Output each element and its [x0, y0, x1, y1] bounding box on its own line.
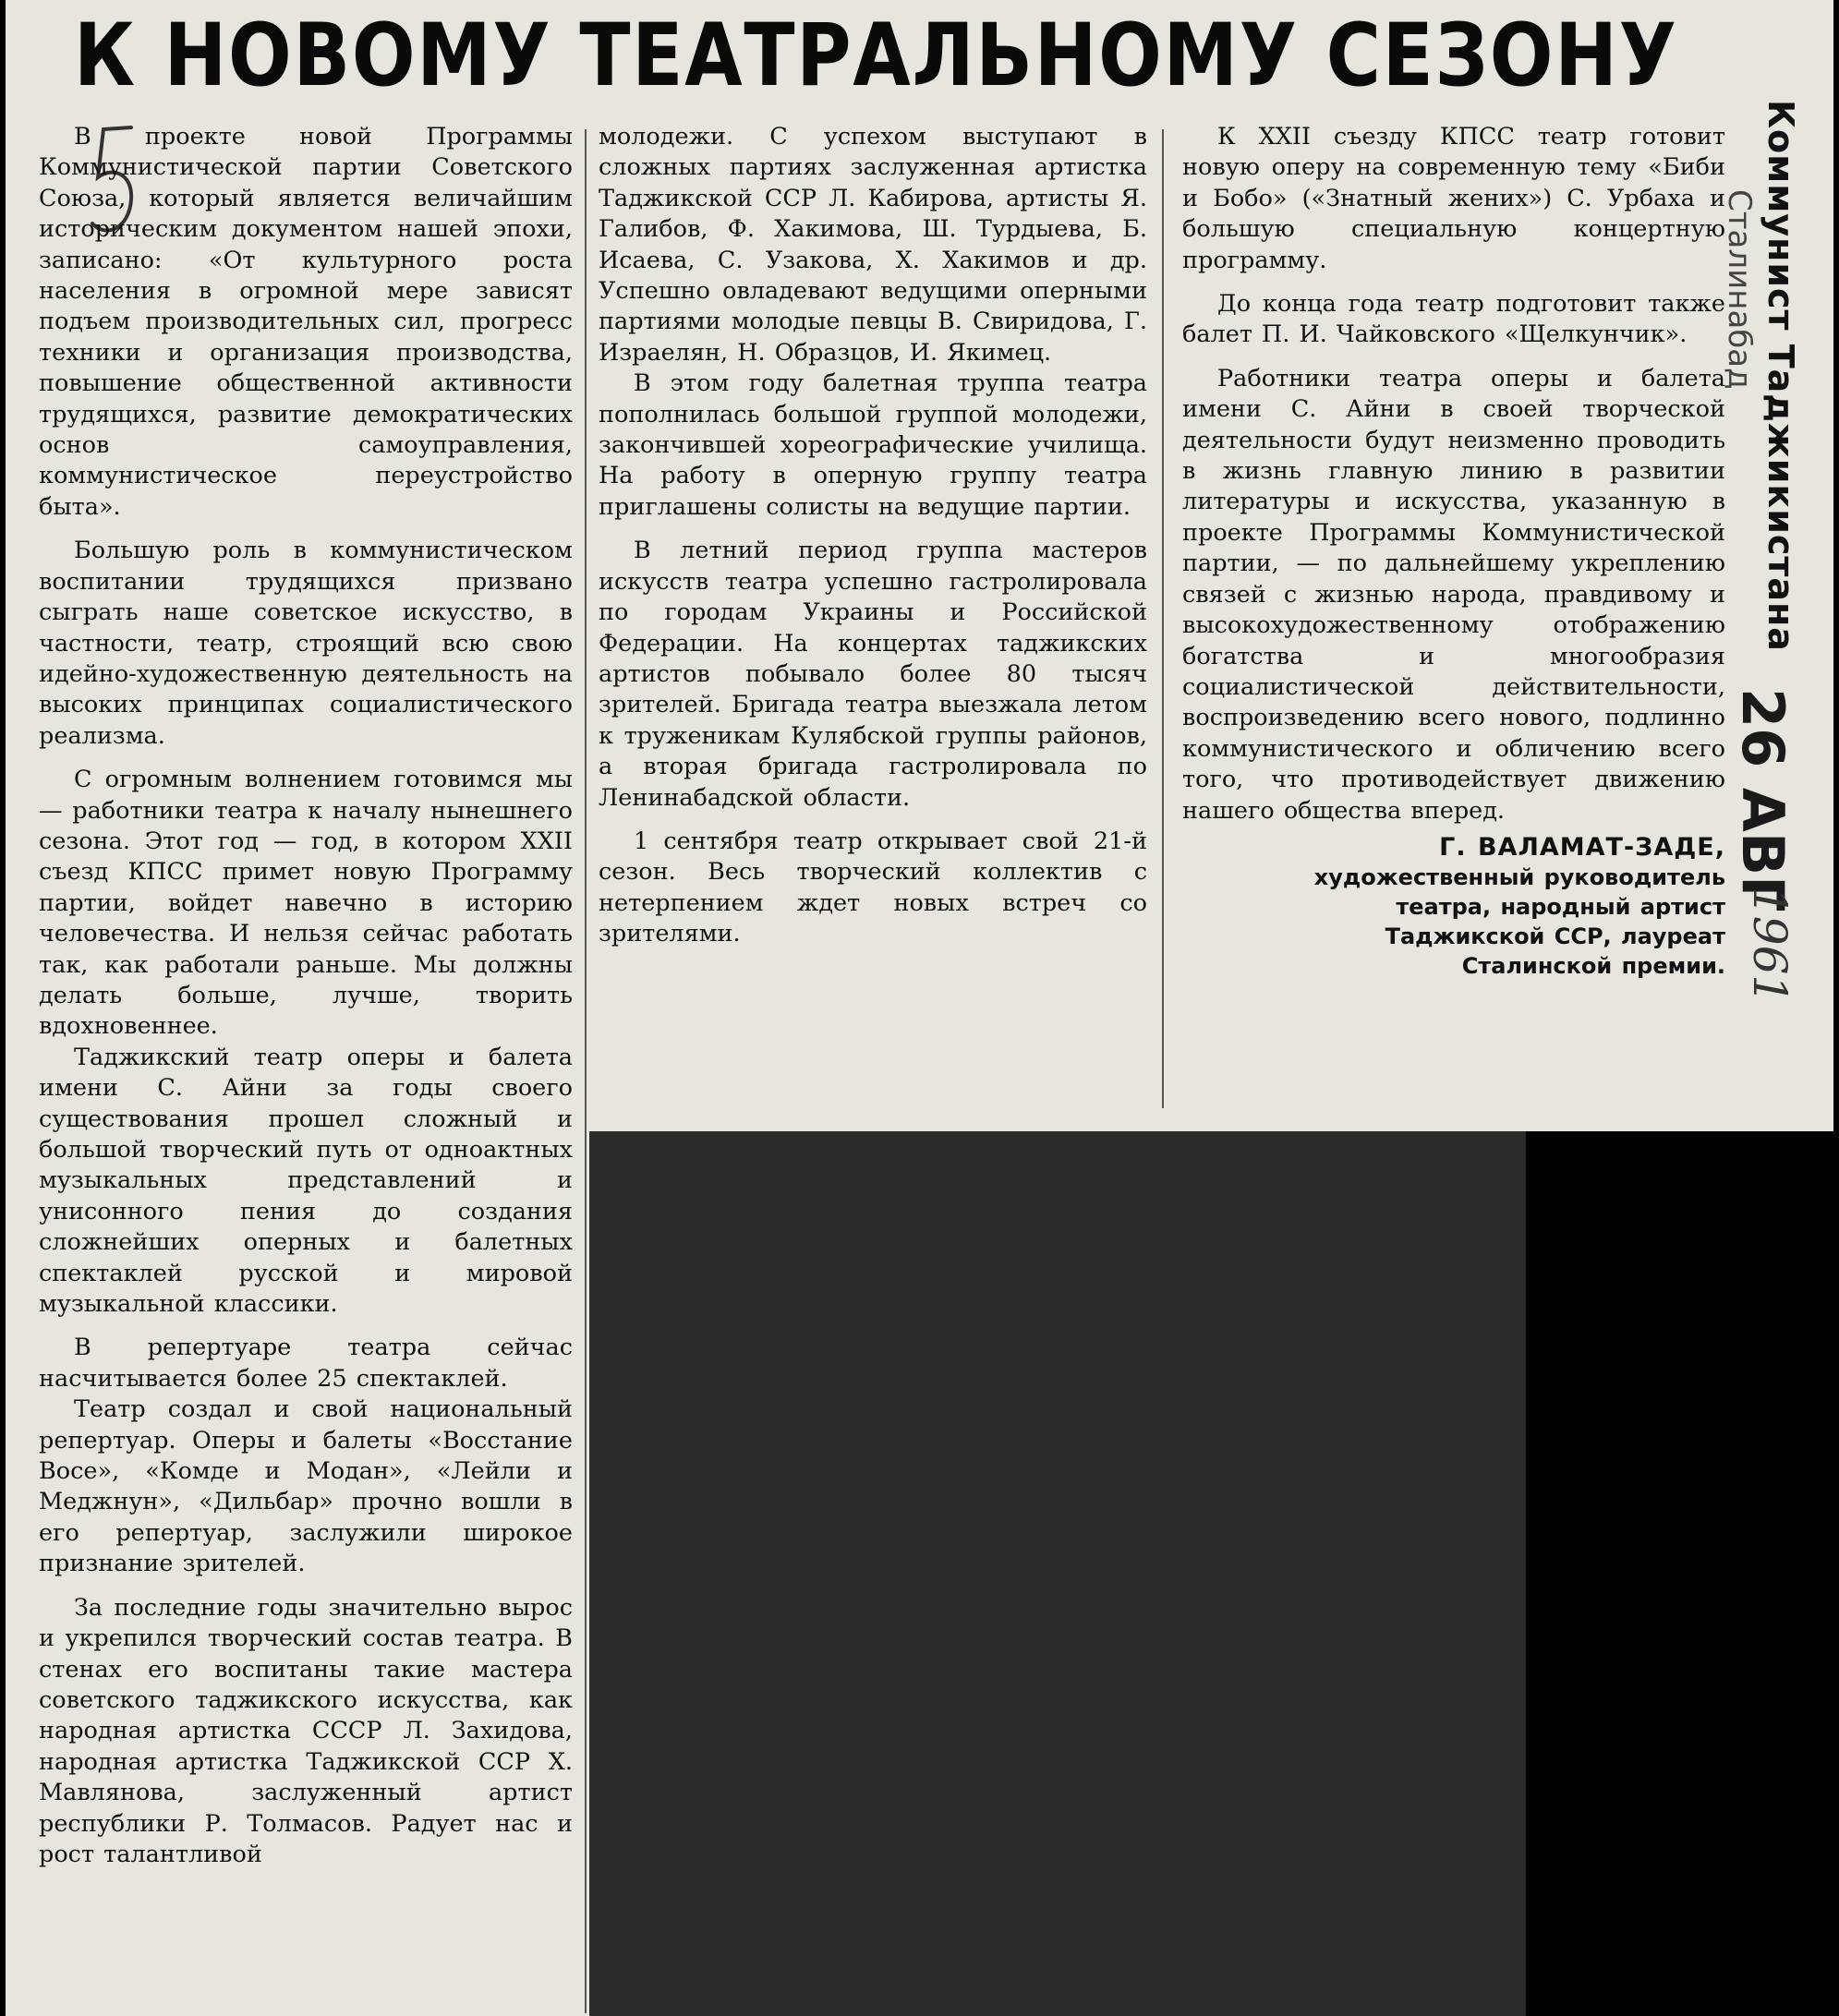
paragraph: Театр создал и свой национальный репертуар. Оперы и балеты «Восстание Восе», «Комде и Модан», «Лейли и Меджнун», «Дильбар» прочно вошли в его репертуар, заслужили широкое признание зрителей. — [39, 1395, 573, 1578]
author-name: Г. ВАЛАМАТ-ЗАДЕ, — [1439, 832, 1725, 862]
year-stamp: 1961 — [1743, 887, 1797, 1005]
paragraph: До конца года театр подготовит также балет П. И. Чайковского «Щелкунчик». — [1182, 290, 1725, 349]
author-title-line: Таджикской ССР, лауреат — [1385, 923, 1725, 950]
author-title-line: театра, народный артист — [1396, 894, 1725, 921]
dark-background-area — [589, 1131, 1526, 2016]
paragraph: Работники театра оперы и балета имени С. Айни в своей творческой деятельности будут неизменно проводить в жизнь главную линию в развитии литературы и искусства, указанную в проекте Программы Коммунистической партии, — по дальнейшему укреплению связей с жизнью народа, правдивому и высокохудожественному отображению богатства и многообразия социалистической действительности, воспроизведению всего нового, подлинно коммунистического и обличению всего того, что противодействует движению нашего общества вперед. — [1182, 364, 1725, 825]
paragraph: молодежи. С успехом выступают в сложных партиях заслуженная артистка Таджикской ССР Л. Кабирова, артисты Я. Галибов, Ф. Хакимова, Ш. Турдыева, Б. Исаева, С. Узакова, Х. Хакимов и др. Успешно овладевают ведущими оперными партиями молодые певцы В. Свиридова, Г. Израелян, Н. Образцов, И. Якимец. — [599, 123, 1147, 367]
city-stamp: Сталинабад — [1721, 189, 1758, 390]
paragraph: В репертуаре театра сейчас насчитывается более 25 спектаклей. — [39, 1334, 573, 1393]
newspaper-stamp: Коммунист Таджикистана — [1760, 100, 1801, 652]
article-column-3 — [1182, 122, 1725, 981]
paragraph: За последние годы значительно вырос и укрепился творческий состав театра. В стенах его воспитаны такие мастера советского таджикского искусства, как народная артистка СССР Л. Захидова, народная артистка Таджикской ССР Х. Мавлянова, заслуженный артист республики Р. Толмасов. Радует нас и рост талантливой — [39, 1593, 573, 1868]
date-stamp: 26 АВГ — [1729, 688, 1797, 912]
author-title-line: художественный руководитель — [1313, 864, 1725, 891]
paragraph: С огромным волнением готовимся мы — работники театра к началу нынешнего сезона. Этот год — год, в котором XXII съезд КПСС примет новую Программу партии, войдет навечно в историю человечества. И нельзя сейчас работать так, как работали раньше. Мы должны делать больше, лучше, творить вдохновеннее. — [39, 766, 573, 1041]
paragraph: Таджикский театр оперы и балета имени С. Айни за годы своего существования прошел сложный и большой творческий путь от одноактных музыкальных представлений и унисонного пения до создания сложнейших оперных и балетных спектаклей русской и мировой музыкальной классики. — [39, 1043, 573, 1319]
author-title-line: Сталинской премии. — [1461, 953, 1725, 980]
paragraph: 1 сентября театр открывает свой 21-й сезон. Весь творческий коллектив с нетерпением ждет новых встреч со зрителями. — [599, 827, 1147, 948]
paragraph: Большую роль в коммунистическом воспитании трудящихся призвано сыграть наше советское искусство, в частности, театр, строящий всю свою идейно-художественную деятельность на высоких принципах социалистического реализма. — [39, 537, 573, 750]
paragraph: К XXII съезду КПСС театр готовит новую оперу на современную тему «Биби и Бобо» («Знатный жених») С. Урбаха и большую специальную концертную программу. — [1182, 123, 1725, 274]
paragraph: В проекте новой Программы Коммунистической партии Советского Союза, который является величайшим историческим документом нашей эпохи, записано: «От культурного роста населения в огромной мере зависят подъем производительных сил, прогресс техники и организация производства, повышение общественной активности трудящихся, развитие демократических основ самоуправления, коммунистическое переустройство быта». — [39, 123, 573, 521]
article-column-1 — [39, 122, 573, 1870]
paragraph: В этом году балетная труппа театра пополнилась большой группой молодежи, закончившей хореографические училища. На работу в оперную группу театра приглашены солисты на ведущие партии. — [599, 369, 1147, 521]
column-rule — [1162, 129, 1164, 1108]
column-rule — [585, 129, 587, 2013]
article-headline: К НОВОМУ ТЕАТРАЛЬНОМУ СЕЗОНУ — [74, 6, 1678, 106]
article-column-2 — [599, 122, 1147, 950]
paragraph: В летний период группа мастеров искусств театра успешно гастролировала по городам Украины и Российской Федерации. На концертах таджикских артистов побывало более 80 тысяч зрителей. Бригада театра выезжала летом к труженикам Кулябской группы районов, а вторая бригада гастролировала по Ленинабадской области. — [599, 537, 1147, 812]
